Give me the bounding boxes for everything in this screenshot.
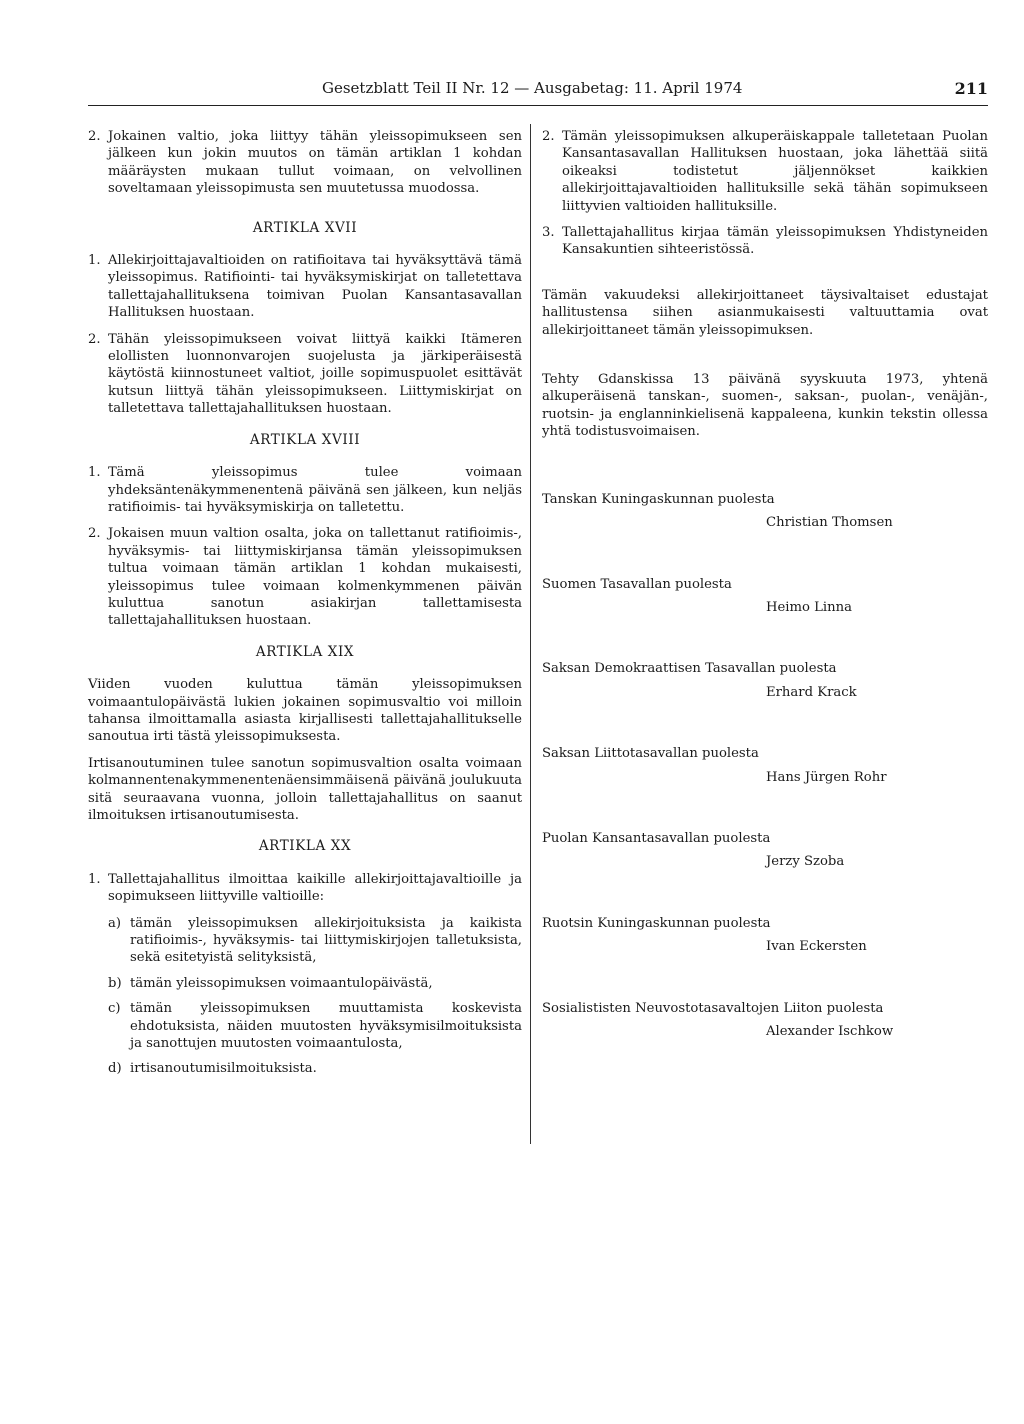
paragraph-number: 2. bbox=[88, 331, 101, 347]
signatory-country: Tanskan Kuningaskunnan puolesta bbox=[542, 491, 775, 507]
paragraph-number: 2. bbox=[88, 526, 101, 542]
article-heading: ARTIKLA XVII bbox=[252, 219, 358, 236]
signatory-name: Jerzy Szoba bbox=[766, 854, 845, 870]
signatory-country: Ruotsin Kuningaskunnan puolesta bbox=[542, 915, 771, 931]
item-text: tämän yleissopimuksen allekirjoituksista ja kaikista ratifioimis-, hyväksymis- tai liittymiskirjojen talletuksista, sekä esitetyistä selityksistä, bbox=[130, 915, 522, 966]
header-divider bbox=[88, 105, 988, 106]
article-heading: ARTIKLA XVIII bbox=[249, 431, 361, 448]
signatory-name: Hans Jürgen Rohr bbox=[766, 769, 887, 785]
paragraph bbox=[88, 871, 522, 906]
item-text: tämän yleissopimuksen muuttamista koskevista ehdotuksista, näiden muutosten hyväksymisilmoituksista ja sanottujen muutosten voimaantulosta, bbox=[130, 1001, 522, 1052]
page-number: 211 bbox=[954, 79, 988, 98]
page-title: Gesetzblatt Teil II Nr. 12 — Ausgabetag: 11. April 1974 bbox=[322, 79, 743, 97]
signature-block bbox=[542, 660, 988, 701]
item-marker: b) bbox=[108, 975, 122, 991]
right-column bbox=[542, 128, 988, 1040]
signatory-country: Puolan Kansantasavallan puolesta bbox=[542, 830, 771, 846]
paragraph bbox=[88, 252, 522, 322]
list-item bbox=[88, 1000, 522, 1052]
left-column bbox=[88, 128, 522, 1086]
paragraph-text: Jokainen valtio, joka liittyy tähän yleissopimukseen sen jälkeen kun jokin muutos on tämän artiklan 1 kohdan määräysten mukaan tullut voimaan, on velvollinen soveltamaan yleissopimusta sen muutetussa muodossa. bbox=[108, 129, 522, 197]
paragraph-text: Tähän yleissopimukseen voivat liittyä kaikki Itämeren elollisten luonnonvarojen suojelusta ja järkiperäisestä käytöstä kiinnostuneet valtiot, joille sopimuspuolet esittävät kutsun liittyä tähän yleissopimukseen. Liittymiskirjat on talletettava tallettajahallituksen huostaan. bbox=[108, 331, 522, 417]
item-marker: c) bbox=[108, 1001, 121, 1017]
signatory-country: Saksan Liittotasavallan puolesta bbox=[542, 746, 759, 762]
page-header bbox=[88, 79, 988, 103]
item-text: tämän yleissopimuksen voimaantulopäivästä, bbox=[130, 975, 433, 991]
signatory-name: Ivan Eckersten bbox=[766, 939, 867, 955]
signature-block bbox=[542, 576, 988, 617]
paragraph-text: Jokaisen muun valtion osalta, joka on tallettanut ratifioimis-, hyväksymis- tai liittymiskirjansa tämän yleissopimuksen tultua voimaan tämän artiklan 1 kohdan mukaisesti, yleissopimus tulee voimaan kolmenkymmenen päivän kuluttua sanotun asiakirjan tallettamisesta tallettajahallituksen huostaan. bbox=[108, 526, 522, 629]
paragraph-text: Irtisanoutuminen tulee sanotun sopimusvaltion osalta voimaan kolmannentenakymmenentenäensimmäisenä päivänä joulukuuta sitä seuraavana vuonna, jolloin tallettajahallitus on saanut ilmoituksen irtisanoutumisesta. bbox=[88, 755, 522, 823]
paragraph-text: Tallettajahallitus ilmoittaa kaikille allekirjoittajavaltioille ja sopimukseen liittyville valtioille: bbox=[108, 871, 522, 905]
signatory-country: Suomen Tasavallan puolesta bbox=[542, 576, 732, 592]
paragraph-text: Allekirjoittajavaltioiden on ratifioitava tai hyväksyttävä tämä yleissopimus. Ratifiointi- tai hyväksymiskirjat on talletettava tallettajahallituksena toimivan Puolan Kansantasavallan Hallituksen huostaan. bbox=[108, 253, 522, 321]
paragraph-text: Tallettajahallitus kirjaa tämän yleissopimuksen Yhdistyneiden Kansakuntien sihteeristössä. bbox=[562, 225, 988, 258]
signature-block bbox=[542, 915, 988, 956]
item-marker: d) bbox=[108, 1061, 122, 1077]
list-item bbox=[88, 1060, 522, 1077]
paragraph-number: 2. bbox=[542, 129, 555, 144]
signatory-country: Saksan Demokraattisen Tasavallan puolesta bbox=[542, 661, 837, 677]
item-marker: a) bbox=[108, 915, 122, 931]
paragraph-number: 1. bbox=[88, 871, 101, 887]
article-heading: ARTIKLA XIX bbox=[255, 643, 355, 660]
signature-block bbox=[542, 1000, 988, 1041]
paragraph bbox=[88, 128, 522, 198]
list-item bbox=[88, 975, 522, 992]
paragraph-number: 3. bbox=[542, 225, 555, 241]
paragraph-text: Viiden vuoden kuluttua tämän yleissopimuksen voimaantulopäivästä lukien jokainen sopimusvaltio voi milloin tahansa ilmoittamalla asiasta kirjallisesti tallettajahallitukselle sanoutua irti tästä yleissopimuksesta. bbox=[88, 677, 522, 745]
paragraph bbox=[542, 224, 988, 259]
signature-block bbox=[542, 491, 988, 532]
item-text: irtisanoutumisilmoituksista. bbox=[130, 1061, 317, 1077]
paragraph-number: 2. bbox=[88, 129, 101, 144]
list-item bbox=[88, 915, 522, 967]
done-clause: Tehty Gdanskissa 13 päivänä syyskuuta 1973, yhtenä alkuperäisenä tanskan-, suomen-, saksan-, puolan-, venäjän-, ruotsin- ja englanninkielisenä kappaleena, kunkin tekstin ollessa yhtä todistusvoimaisen. bbox=[542, 372, 988, 440]
witness-clause: Tämän vakuudeksi allekirjoittaneet täysivaltaiset edustajat hallitustensa siihen asianmukaisesti valtuuttamia ovat allekirjoittaneet tämän yleissopimuksen. bbox=[542, 287, 988, 338]
paragraph-text: Tämän yleissopimuksen alkuperäiskappale talletetaan Puolan Kansantasavallan Hallituksen huostaan, joka lähettää siitä oikeaksi todistetut jäljennökset kaikkien allekirjoittajavaltioiden hallituksille sekä tähän sopimukseen liittyvien valtioiden hallituksille. bbox=[562, 129, 988, 214]
signatory-name: Alexander Ischkow bbox=[766, 1023, 894, 1039]
signatory-country: Sosialististen Neuvostotasavaltojen Liiton puolesta bbox=[542, 1000, 884, 1016]
paragraph bbox=[88, 464, 522, 516]
signatory-name: Erhard Krack bbox=[766, 684, 857, 700]
signature-block bbox=[542, 830, 988, 871]
paragraph-number: 1. bbox=[88, 253, 101, 269]
paragraph bbox=[88, 525, 522, 629]
paragraph bbox=[88, 331, 522, 418]
paragraph bbox=[542, 128, 988, 215]
paragraph-text: Tämä yleissopimus tulee voimaan yhdeksäntenäkymmenentenä päivänä sen jälkeen, kun neljäs ratifioimis- tai hyväksymiskirja on talletettu. bbox=[108, 465, 522, 515]
article-heading: ARTIKLA XX bbox=[258, 838, 352, 855]
paragraph-number: 1. bbox=[88, 465, 101, 481]
column-separator bbox=[530, 124, 531, 1144]
signatory-name: Christian Thomsen bbox=[766, 515, 893, 531]
signatory-name: Heimo Linna bbox=[766, 599, 852, 615]
signature-block bbox=[542, 745, 988, 786]
